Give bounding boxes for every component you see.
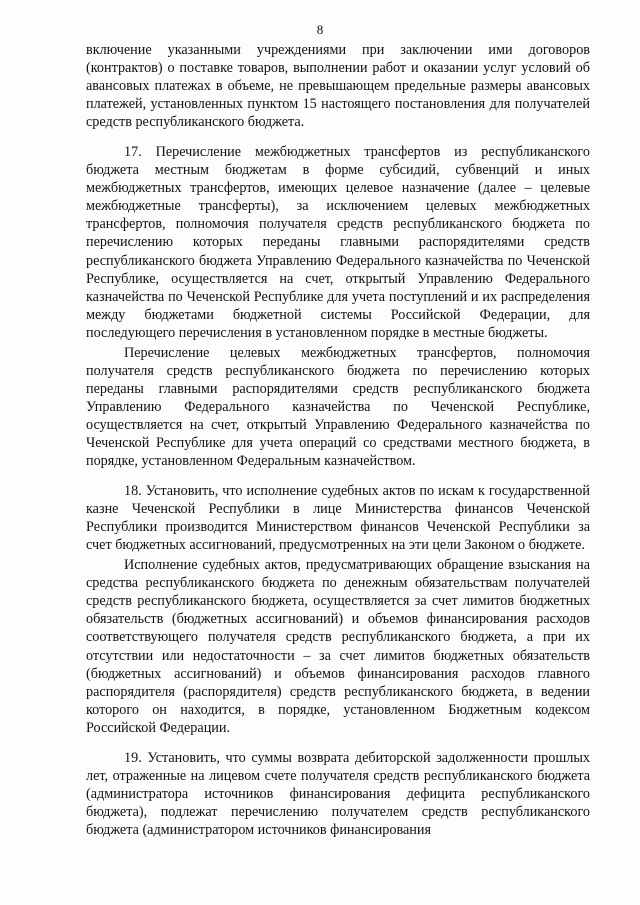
page-number: 8: [316, 22, 324, 37]
paragraph-item-19: 19. Установить, что суммы возврата дебиторской задолженности прошлых лет, отраженные на лицевом счете получателя средств республиканского бюджета (администратора источников финансирования дефицита республиканского бюджета), подлежат перечислению получателем средств республиканского бюджета (администратором источников финансирования: [86, 749, 590, 838]
paragraph-judicial-acts: Исполнение судебных актов, предусматривающих обращение взыскания на средства республиканского бюджета по денежным обязательствам получателей средств республиканского бюджета, осуществляется за счет лимитов бюджетных обязательств (бюджетных ассигнований) и объемов финансирования расходов соответствующего получателя средств республиканского бюджета, а при их отсутствии или недостаточности – за счет лимитов бюджетных обязательств (бюджетных ассигнований) и объемов финансирования расходов главного распорядителя (распорядителя) средств республиканского бюджета, в ведении которого он находится, в порядке, установленном Бюджетным кодексом Российской Федерации.: [86, 557, 590, 736]
paragraph-continuation: включение указанными учреждениями при заключении ими договоров (контрактов) о поставке товаров, выполнении работ и оказании услуг условий об авансовых платежах в объеме, не превышающем предельные размеры авансовых платежей, установленных пунктом 15 настоящего постановления для получателей средств республиканского бюджета.: [86, 42, 590, 131]
paragraph-item-17: 17. Перечисление межбюджетных трансфертов из республиканского бюджета местным бюджетам в форме субсидий, субвенций и иных межбюджетных трансфертов, имеющих целевое назначение (далее – целевые межбюджетные трансферты), за исключением целевых межбюджетных трансфертов, полномочия получателя средств республиканского бюджета по перечислению которых переданы главными распорядителями средств республиканского бюджета Управлению Федерального казначейства по Чеченской Республике, осуществляется на счет, открытый Управлению Федерального казначейства по Чеченской Республике для учета поступлений и их распределения между бюджетами бюджетной системы Российской Федерации, для последующего перечисления в установленном порядке в местные бюджеты.: [86, 144, 590, 341]
paragraph-item-18: 18. Установить, что исполнение судебных актов по искам к государственной казне Чеченской Республики в лице Министерства финансов Чеченской Республики производится Министерством финансов Чеченской Республики за счет бюджетных ассигнований, предусмотренных на эти цели Законом о бюджете.: [86, 483, 590, 554]
document-body: [86, 41, 590, 839]
paragraph-transfers-treasury: Перечисление целевых межбюджетных трансфертов, полномочия получателя средств республиканского бюджета по перечислению которых переданы главными распорядителями средств республиканского бюджета Управлению Федерального казначейства по Чеченской Республике, осуществляется на счет, открытый Управлению Федерального казначейства по Чеченской Республике для учета операций со средствами местного бюджета, в порядке, установленном Федеральным казначейством.: [86, 344, 590, 470]
